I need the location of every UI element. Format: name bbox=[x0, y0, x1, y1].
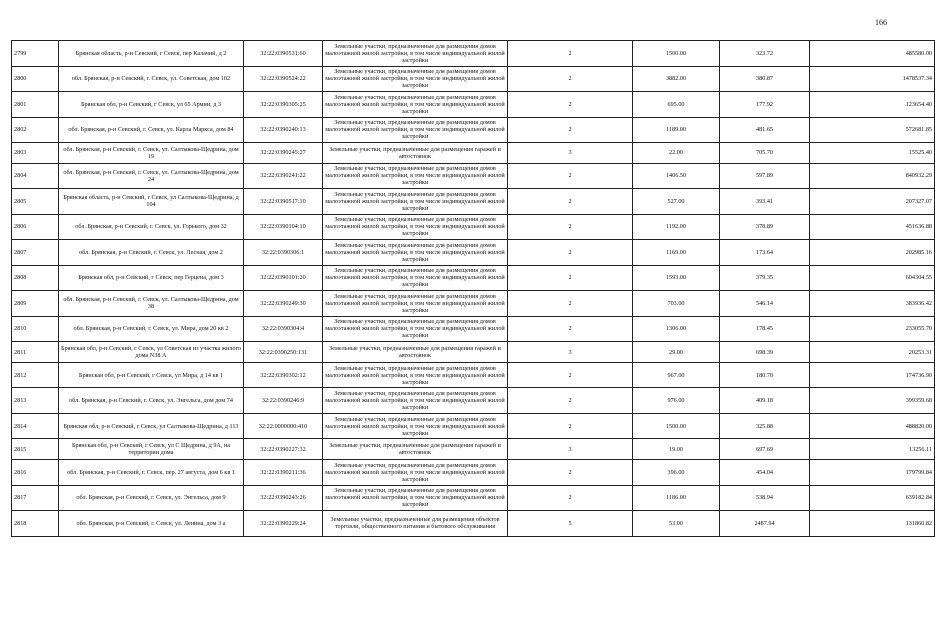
unit-value-cell: 454.04 bbox=[720, 460, 810, 486]
cadastral-value-cell: 202985.16 bbox=[810, 240, 935, 266]
area-cell: 1192.00 bbox=[633, 214, 720, 240]
row-number-cell: 2818 bbox=[12, 511, 59, 537]
land-use-cell: Земельные участки, предназначенные для размещения домов малоэтажной жилой застройки, в том числе индивидуальной жилой застройки bbox=[323, 265, 508, 291]
category-cell: 2 bbox=[508, 460, 633, 486]
cadastral-value-cell: 131860.82 bbox=[810, 511, 935, 537]
cadastral-number-cell: 32:22:0390250:131 bbox=[244, 342, 323, 363]
cadastral-value-cell: 639182.84 bbox=[810, 485, 935, 511]
area-cell: 1500.00 bbox=[633, 41, 720, 67]
land-use-cell: Земельные участки, предназначенные для размещения домов малоэтажной жилой застройки, в том числе индивидуальной жилой застройки bbox=[323, 41, 508, 67]
cadastral-value-cell: 20253.31 bbox=[810, 342, 935, 363]
area-cell: 1406.50 bbox=[633, 163, 720, 189]
unit-value-cell: 697.69 bbox=[720, 439, 810, 460]
table-row bbox=[12, 189, 935, 215]
unit-value-cell: 538.94 bbox=[720, 485, 810, 511]
area-cell: 3882.00 bbox=[633, 66, 720, 92]
address-cell: Брянская обл, р-н Севский, г Севск, ул 65 Армии, д 3 bbox=[59, 92, 244, 118]
row-number-cell: 2808 bbox=[12, 265, 59, 291]
address-cell: Брянская область, р-н Севский, г Севск, ул Салтыкова-Щедрина, д 104 bbox=[59, 189, 244, 215]
cadastral-number-cell: 32:22:0390229:24 bbox=[244, 511, 323, 537]
cadastral-value-cell: 233055.70 bbox=[810, 316, 935, 342]
table-row bbox=[12, 413, 935, 439]
address-cell: Брянская обл, р-н Севский, г Севск, ул Мира, д 14 кв 1 bbox=[59, 362, 244, 388]
table-row bbox=[12, 265, 935, 291]
unit-value-cell: 546.14 bbox=[720, 291, 810, 317]
unit-value-cell: 178.45 bbox=[720, 316, 810, 342]
land-use-cell: Земельные участки, предназначенные для размещения домов малоэтажной жилой застройки, в том числе индивидуальной жилой застройки bbox=[323, 163, 508, 189]
land-use-cell: Земельные участки, предназначенные для размещения домов малоэтажной жилой застройки, в том числе индивидуальной жилой застройки bbox=[323, 189, 508, 215]
table-row bbox=[12, 485, 935, 511]
address-cell: Брянская обл, р-н Севский, г Севск, пер Герцена, дом 3 bbox=[59, 265, 244, 291]
cadastral-value-cell: 485580.00 bbox=[810, 41, 935, 67]
land-use-cell: Земельные участки, предназначенные для размещения гаражей и автостоянок bbox=[323, 143, 508, 164]
table-row bbox=[12, 388, 935, 414]
unit-value-cell: 177.92 bbox=[720, 92, 810, 118]
cadastral-value-cell: 15525.40 bbox=[810, 143, 935, 164]
area-cell: 29.00 bbox=[633, 342, 720, 363]
address-cell: обл. Брянская, р-н Севский, г. Севск, ул. Салтыкова-Щедрина, дом 19 bbox=[59, 143, 244, 164]
land-use-cell: Земельные участки, предназначенные для размещения домов малоэтажной жилой застройки, в том числе индивидуальной жилой застройки bbox=[323, 240, 508, 266]
category-cell: 2 bbox=[508, 388, 633, 414]
category-cell: 2 bbox=[508, 291, 633, 317]
unit-value-cell: 393.41 bbox=[720, 189, 810, 215]
unit-value-cell: 380.87 bbox=[720, 66, 810, 92]
cadastral-number-cell: 32:22:0390305:25 bbox=[244, 92, 323, 118]
row-number-cell: 2816 bbox=[12, 460, 59, 486]
address-cell: обл. Брянская, р-н Севский, г. Севск, ул. Горького, дом 32 bbox=[59, 214, 244, 240]
area-cell: 1186.00 bbox=[633, 485, 720, 511]
area-cell: 1500.00 bbox=[633, 413, 720, 439]
table-row bbox=[12, 143, 935, 164]
cadastral-value-cell: 13256.11 bbox=[810, 439, 935, 460]
cadastral-number-cell: 32:22:0390101:20 bbox=[244, 265, 323, 291]
address-cell: обл. Брянская, р-н Севский, г. Севск, ул. Карла Маркса, дом 84 bbox=[59, 117, 244, 143]
cadastral-number-cell: 32:22:0390211:36 bbox=[244, 460, 323, 486]
table-row bbox=[12, 511, 935, 537]
row-number-cell: 2811 bbox=[12, 342, 59, 363]
cadastral-number-cell: 32:22:0390227:32 bbox=[244, 439, 323, 460]
category-cell: 2 bbox=[508, 413, 633, 439]
cadastral-value-cell: 207327.07 bbox=[810, 189, 935, 215]
area-cell: 22.00 bbox=[633, 143, 720, 164]
area-cell: 695.00 bbox=[633, 92, 720, 118]
land-use-cell: Земельные участки, предназначенные для размещения гаражей и автостоянок bbox=[323, 342, 508, 363]
area-cell: 1593.00 bbox=[633, 265, 720, 291]
table-row bbox=[12, 66, 935, 92]
land-use-cell: Земельные участки, предназначенные для размещения гаражей и автостоянок bbox=[323, 439, 508, 460]
address-cell: Брянская обл, р-н Севский, г Севск, ул Советская из участка жилого дома N38 А bbox=[59, 342, 244, 363]
row-number-cell: 2799 bbox=[12, 41, 59, 67]
cadastral-value-cell: 451636.88 bbox=[810, 214, 935, 240]
cadastral-number-cell: 32:22:0390249:30 bbox=[244, 291, 323, 317]
address-cell: обл. Брянская, р-н Севский, г. Севск, ул. Ленина, дом 3 а bbox=[59, 511, 244, 537]
cadastral-number-cell: 32:22:0390104:10 bbox=[244, 214, 323, 240]
row-number-cell: 2810 bbox=[12, 316, 59, 342]
row-number-cell: 2815 bbox=[12, 439, 59, 460]
land-use-cell: Земельные участки, предназначенные для размещения домов малоэтажной жилой застройки, в том числе индивидуальной жилой застройки bbox=[323, 485, 508, 511]
unit-value-cell: 597.89 bbox=[720, 163, 810, 189]
address-cell: Брянская обл, р-н Севский, г Севск, ул Салтыкова-Щедрина, д 113 bbox=[59, 413, 244, 439]
table-row bbox=[12, 163, 935, 189]
cadastral-value-cell: 174736.90 bbox=[810, 362, 935, 388]
table-row bbox=[12, 92, 935, 118]
category-cell: 3 bbox=[508, 143, 633, 164]
unit-value-cell: 705.70 bbox=[720, 143, 810, 164]
area-cell: 19.00 bbox=[633, 439, 720, 460]
area-cell: 1169.00 bbox=[633, 240, 720, 266]
category-cell: 2 bbox=[508, 362, 633, 388]
area-cell: 53.00 bbox=[633, 511, 720, 537]
land-use-cell: Земельные участки, предназначенные для размещения объектов торговли, общественного питания и бытового обслуживания bbox=[323, 511, 508, 537]
unit-value-cell: 173.64 bbox=[720, 240, 810, 266]
category-cell: 2 bbox=[508, 41, 633, 67]
land-use-cell: Земельные участки, предназначенные для размещения домов малоэтажной жилой застройки, в том числе индивидуальной жилой застройки bbox=[323, 388, 508, 414]
area-cell: 703.00 bbox=[633, 291, 720, 317]
land-use-cell: Земельные участки, предназначенные для размещения домов малоэтажной жилой застройки, в том числе индивидуальной жилой застройки bbox=[323, 291, 508, 317]
category-cell: 3 bbox=[508, 342, 633, 363]
address-cell: обл. Брянская, р-н Севский, г. Севск, ул. Салтыкова-Щедрина, дом 24 bbox=[59, 163, 244, 189]
cadastral-value-cell: 179799.84 bbox=[810, 460, 935, 486]
row-number-cell: 2800 bbox=[12, 66, 59, 92]
category-cell: 2 bbox=[508, 66, 633, 92]
unit-value-cell: 698.39 bbox=[720, 342, 810, 363]
area-cell: 396.00 bbox=[633, 460, 720, 486]
land-use-cell: Земельные участки, предназначенные для размещения домов малоэтажной жилой застройки, в том числе индивидуальной жилой застройки bbox=[323, 316, 508, 342]
area-cell: 1189.00 bbox=[633, 117, 720, 143]
registry-table-body bbox=[12, 41, 935, 537]
row-number-cell: 2812 bbox=[12, 362, 59, 388]
cadastral-number-cell: 32:22:0390240:13 bbox=[244, 117, 323, 143]
cadastral-value-cell: 399359.68 bbox=[810, 388, 935, 414]
cadastral-value-cell: 383936.42 bbox=[810, 291, 935, 317]
table-row bbox=[12, 291, 935, 317]
area-cell: 967.00 bbox=[633, 362, 720, 388]
cadastral-number-cell: 32:22:0390531:60 bbox=[244, 41, 323, 67]
address-cell: Брянская обл, р-н Севский, г Севск, ул С Щедрина, д 9А, на территории дома bbox=[59, 439, 244, 460]
page-number: 166 bbox=[875, 18, 887, 27]
address-cell: обл. Брянская, р-н Севский, г. Севск, ул. Энгельса, дом 9 bbox=[59, 485, 244, 511]
row-number-cell: 2817 bbox=[12, 485, 59, 511]
cadastral-number-cell: 32:22:0390304:4 bbox=[244, 316, 323, 342]
address-cell: Брянская область, р-н Севский, г Севск, пер Калачий, д 2 bbox=[59, 41, 244, 67]
row-number-cell: 2802 bbox=[12, 117, 59, 143]
row-number-cell: 2807 bbox=[12, 240, 59, 266]
area-cell: 976.00 bbox=[633, 388, 720, 414]
unit-value-cell: 378.89 bbox=[720, 214, 810, 240]
table-row bbox=[12, 460, 935, 486]
cadastral-number-cell: 32:22:0390246:9 bbox=[244, 388, 323, 414]
cadastral-value-cell: 123654.40 bbox=[810, 92, 935, 118]
address-cell: обл. Брянская, р-н Севский, г. Севск, ул. Лесная, дом 2 bbox=[59, 240, 244, 266]
cadastral-number-cell: 32:22:0390302:12 bbox=[244, 362, 323, 388]
cadastral-value-cell: 1478537.34 bbox=[810, 66, 935, 92]
unit-value-cell: 180.70 bbox=[720, 362, 810, 388]
registry-table bbox=[11, 40, 935, 537]
cadastral-number-cell: 32:22:0390241:22 bbox=[244, 163, 323, 189]
address-cell: обл. Брянская, р-н Севский, г. Севск, ул. Мира, дом 20 кв 2 bbox=[59, 316, 244, 342]
table-row bbox=[12, 117, 935, 143]
land-use-cell: Земельные участки, предназначенные для размещения домов малоэтажной жилой застройки, в том числе индивидуальной жилой застройки bbox=[323, 413, 508, 439]
table-row bbox=[12, 214, 935, 240]
category-cell: 5 bbox=[508, 511, 633, 537]
category-cell: 2 bbox=[508, 485, 633, 511]
area-cell: 527.00 bbox=[633, 189, 720, 215]
category-cell: 2 bbox=[508, 163, 633, 189]
row-number-cell: 2801 bbox=[12, 92, 59, 118]
row-number-cell: 2814 bbox=[12, 413, 59, 439]
row-number-cell: 2804 bbox=[12, 163, 59, 189]
row-number-cell: 2803 bbox=[12, 143, 59, 164]
category-cell: 2 bbox=[508, 189, 633, 215]
land-use-cell: Земельные участки, предназначенные для размещения домов малоэтажной жилой застройки, в том числе индивидуальной жилой застройки bbox=[323, 117, 508, 143]
table-row bbox=[12, 439, 935, 460]
unit-value-cell: 409.18 bbox=[720, 388, 810, 414]
land-use-cell: Земельные участки, предназначенные для размещения домов малоэтажной жилой застройки, в том числе индивидуальной жилой застройки bbox=[323, 362, 508, 388]
land-use-cell: Земельные участки, предназначенные для размещения домов малоэтажной жилой застройки, в том числе индивидуальной жилой застройки bbox=[323, 214, 508, 240]
land-use-cell: Земельные участки, предназначенные для размещения домов малоэтажной жилой застройки, в том числе индивидуальной жилой застройки bbox=[323, 66, 508, 92]
table-row bbox=[12, 240, 935, 266]
cadastral-value-cell: 572681.85 bbox=[810, 117, 935, 143]
category-cell: 2 bbox=[508, 92, 633, 118]
unit-value-cell: 325.88 bbox=[720, 413, 810, 439]
cadastral-number-cell: 32:22:0390306:1 bbox=[244, 240, 323, 266]
unit-value-cell: 379.35 bbox=[720, 265, 810, 291]
cadastral-number-cell: 32:22:0390524:22 bbox=[244, 66, 323, 92]
cadastral-number-cell: 32:22:0000000:410 bbox=[244, 413, 323, 439]
cadastral-number-cell: 32:22:0390517:10 bbox=[244, 189, 323, 215]
table-row bbox=[12, 41, 935, 67]
cadastral-number-cell: 32:22:0390245:27 bbox=[244, 143, 323, 164]
category-cell: 2 bbox=[508, 117, 633, 143]
cadastral-number-cell: 32:22:0390243:26 bbox=[244, 485, 323, 511]
address-cell: обл. Брянская, р-н Севский, г. Севск, ул. Советская, дом 102 bbox=[59, 66, 244, 92]
row-number-cell: 2806 bbox=[12, 214, 59, 240]
address-cell: обл. Брянская, р-н Севский, г. Севск, ул. Салтыкова-Щедрина, дом 38 bbox=[59, 291, 244, 317]
land-use-cell: Земельные участки, предназначенные для размещения домов малоэтажной жилой застройки, в том числе индивидуальной жилой застройки bbox=[323, 92, 508, 118]
category-cell: 2 bbox=[508, 214, 633, 240]
land-use-cell: Земельные участки, предназначенные для размещения домов малоэтажной жилой застройки, в том числе индивидуальной жилой застройки bbox=[323, 460, 508, 486]
table-row bbox=[12, 342, 935, 363]
unit-value-cell: 2487.94 bbox=[720, 511, 810, 537]
cadastral-value-cell: 604304.55 bbox=[810, 265, 935, 291]
area-cell: 1306.00 bbox=[633, 316, 720, 342]
category-cell: 3 bbox=[508, 439, 633, 460]
row-number-cell: 2805 bbox=[12, 189, 59, 215]
table-row bbox=[12, 362, 935, 388]
unit-value-cell: 323.72 bbox=[720, 41, 810, 67]
category-cell: 2 bbox=[508, 240, 633, 266]
unit-value-cell: 481.65 bbox=[720, 117, 810, 143]
address-cell: обл. Брянская, р-н Севский, г. Севск, ул. Энгельса, дом дом 74 bbox=[59, 388, 244, 414]
address-cell: обл. Брянская, р-н Севский, г. Севск, пер. 27 августа, дом 6 кв 1 bbox=[59, 460, 244, 486]
cadastral-value-cell: 840932.29 bbox=[810, 163, 935, 189]
row-number-cell: 2809 bbox=[12, 291, 59, 317]
row-number-cell: 2813 bbox=[12, 388, 59, 414]
category-cell: 2 bbox=[508, 316, 633, 342]
table-row bbox=[12, 316, 935, 342]
cadastral-value-cell: 488820.00 bbox=[810, 413, 935, 439]
category-cell: 2 bbox=[508, 265, 633, 291]
